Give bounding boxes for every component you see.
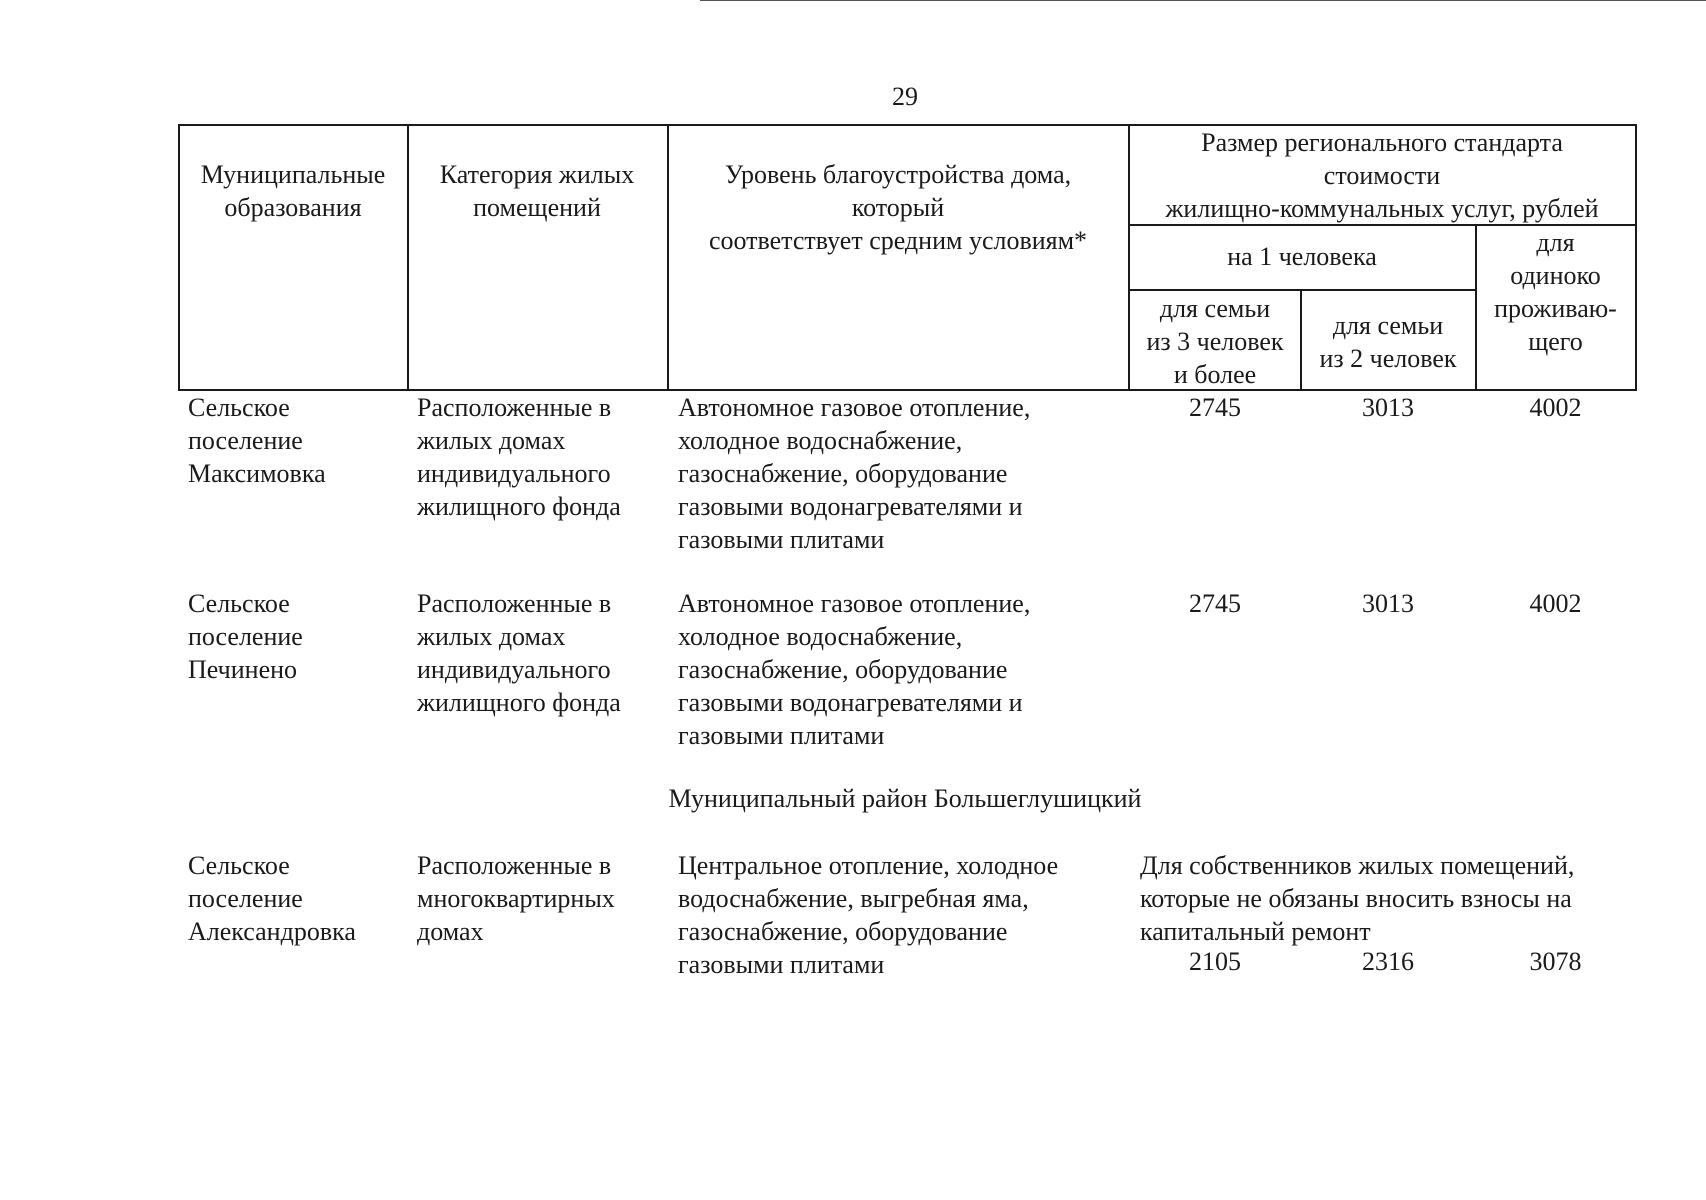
row-family2-value: 3013 (1362, 393, 1414, 422)
header-vline-5 (1300, 289, 1302, 390)
page-number: 29 (892, 82, 918, 111)
row-family2-value: 2316 (1362, 947, 1414, 976)
row-level: Центральное отопление, холодное водоснабжение, выгребная яма, газоснабжение, оборудование газовыми плитами (678, 851, 1059, 979)
header-vline-3 (667, 124, 669, 390)
row-municipality: Сельское поселение Печинено (188, 589, 303, 684)
row-category: Расположенные в многоквартирных домах (417, 851, 615, 946)
row-family3-value: 2105 (1189, 947, 1241, 976)
header-level: Уровень благоустройства дома, который соответствует средним условиям* (708, 160, 1088, 255)
header-vline-4 (1128, 124, 1130, 390)
row-single-value: 3078 (1529, 947, 1582, 976)
header-vline-2 (407, 124, 409, 390)
row-single-value: 4002 (1529, 393, 1582, 422)
row-family2-value: 3013 (1362, 589, 1414, 618)
row-category: Расположенные в жилых домах индивидуального жилищного фонда (417, 393, 621, 521)
row-municipality: Сельское поселение Максимовка (188, 393, 326, 488)
row-level: Автономное газовое отопление, холодное водоснабжение, газоснабжение, оборудование газовыми водонагревателями и газовыми плитами (678, 589, 1031, 750)
header-category: Категория жилых помещений (439, 160, 635, 222)
header-family3: для семьи из 3 человек и более (1146, 294, 1284, 389)
header-municipality: Муниципальные образования (200, 160, 386, 222)
header-family2: для семьи из 2 человек (1319, 311, 1457, 373)
header-vline-6 (1475, 224, 1477, 390)
row-note: Для собственников жилых помещений, которые не обязаны вносить взносы на капитальный ремонт (1140, 851, 1575, 946)
header-vline-7 (1635, 124, 1637, 390)
row-family3-value: 2745 (1189, 393, 1241, 422)
header-standard: Размер регионального стандарта стоимости жилищно-коммунальных услуг, рублей (1165, 128, 1599, 223)
row-single-value: 4002 (1529, 589, 1582, 618)
header-single: для одиноко проживаю- щего (1494, 228, 1617, 356)
header-per-person: на 1 человека (1227, 242, 1377, 271)
top-rule (700, 0, 1706, 1)
section-heading: Муниципальный район Большеглушицкий (668, 784, 1142, 813)
header-vline-1 (178, 124, 180, 390)
row-municipality: Сельское поселение Александровка (188, 851, 356, 946)
header-sub-border-2 (1128, 289, 1475, 291)
row-category: Расположенные в жилых домах индивидуального жилищного фонда (417, 589, 621, 717)
row-level: Автономное газовое отопление, холодное водоснабжение, газоснабжение, оборудование газовыми водонагревателями и газовыми плитами (678, 393, 1031, 554)
row-family3-value: 2745 (1189, 589, 1241, 618)
